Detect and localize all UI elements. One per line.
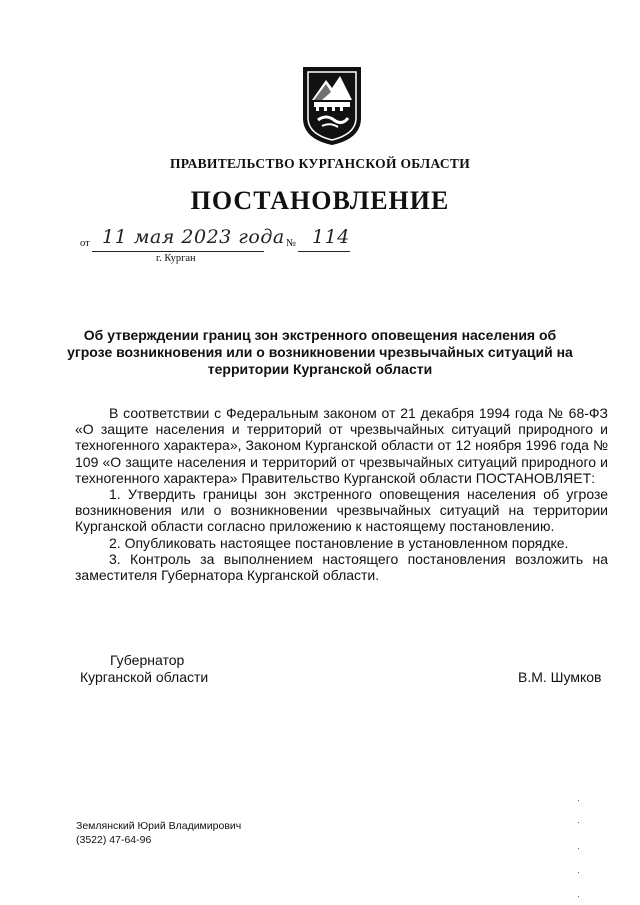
date-line (92, 226, 285, 252)
signatory-position-line2: Курганской области (80, 669, 209, 685)
number-value: 114 (312, 226, 350, 248)
coat-of-arms-icon (300, 66, 364, 146)
scan-dot (578, 848, 579, 849)
date-value: 11 мая 2023 года (102, 226, 285, 248)
scan-dot (578, 872, 579, 873)
signatory-name: В.М. Шумков (518, 669, 602, 685)
document-body (75, 405, 608, 583)
body-item-2: 2. Опубликовать настоящее постановление в установленном порядке. (109, 534, 569, 551)
document-type-title: ПОСТАНОВЛЕНИЕ (190, 186, 450, 215)
number-prefix: № (286, 238, 297, 249)
contact-name: Землянский Юрий Владимирович (76, 820, 242, 832)
government-title: ПРАВИТЕЛЬСТВО КУРГАНСКОЙ ОБЛАСТИ (169, 156, 471, 171)
document-subject: Об утверждении границ зон экстренного оповещения населения об угрозе возникновения или о возникновении чрезвычайных ситуаций на территории Курганской области (67, 327, 573, 377)
contact-block (76, 819, 241, 847)
contact-phone: (3522) 47-64-96 (76, 834, 152, 846)
body-intro: В соответствии с Федеральным законом от 21 декабря 1994 года № 68-ФЗ «О защите населения и территорий от чрезвычайных ситуаций природного и техногенного характера», Законом Курганской области от 12 ноября 1996 года № 109 «О защите населения и территорий от чрезвычайных ситуаций природного и техногенного характера» Правительство Курганской области ПОСТАНОВЛЯЕТ: (75, 405, 608, 486)
signatory-position-line1: Губернатор (110, 652, 185, 668)
signatory-position (80, 652, 208, 686)
body-item-3: 3. Контроль за выполнением настоящего постановления возложить на заместителя Губернатора Курганской области. (75, 550, 608, 584)
scan-dot (578, 822, 579, 823)
number-line (298, 226, 350, 252)
place: г. Курган (156, 253, 196, 264)
scan-dot (578, 800, 579, 801)
date-prefix: от (80, 238, 90, 249)
scan-dot (578, 896, 579, 897)
body-item-1: 1. Утвердить границы зон экстренного оповещения населения об угрозе возникновения или о возникновении чрезвычайных ситуаций на территории Курганской области согласно приложению к настоящему постановлению. (75, 486, 608, 535)
